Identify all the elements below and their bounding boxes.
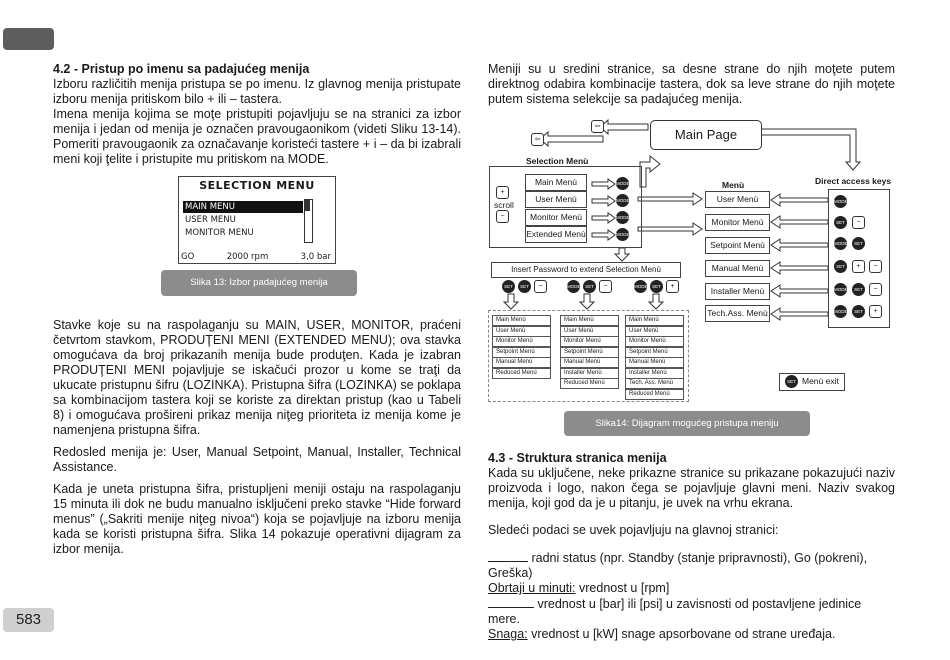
list-item [488,550,895,581]
section-heading-4-3: 4.3 - Struktura stranica menija [488,451,667,465]
direct-keys-title: Direct access keys [815,176,892,186]
plus-key-icon: + [666,280,679,293]
minus-key-icon: − [869,283,882,296]
paragraph: Kada su uključene, neke prikazne stranice su prikazane pokazujući naziv proizvoda i logo, nakon čega se pojavljuje glavni meni. Naziv svakog menija, koji god da je u pitanju, je uvek na vrhu ekrana. [488,466,895,510]
mini-menu-item: Setpoint Menù [492,347,551,358]
right-column-bottom [488,451,895,642]
lcd-status-state: GO [181,252,195,262]
set-key-icon: SET [834,260,847,273]
paragraph: Imena menija kojima se moţe pristupiti pojavljuju se na stranici za izbor menija i jedan od menija je označen pravougaonikom (videti Sliku 13-14). Pomeriti pravougaonik za označavanje koristeći tastere + i – da bi izabrali meni koji ţelite i pristupite mu pritiskom na MODE. [53,107,461,166]
minus-key-icon: − [496,210,509,223]
menu-manual: Manual Menù [705,260,770,277]
page-number: 583 [3,608,54,632]
sel-item-monitor: Monitor Menù [525,209,587,226]
paragraph: Izboru različitih menija pristupa se po imenu. Iz glavnog menija pristupate izboru menija pritiskom bilo + ili – tastera. [53,77,461,106]
list-item-text: vrednost u [kW] snage apsorbovane od strane uređaja. [527,627,836,641]
sel-item-user: User Menù [525,191,587,208]
lcd-item-main: MAIN MENU [183,201,303,213]
lcd-status-pressure: 3,0 bar [300,252,331,262]
mode-key-icon: MODE [834,283,847,296]
plus-key-icon: + [496,186,509,199]
paragraph: Kada je uneta pristupna šifra, pristupljeni meniji ostaju na raspolaganju 15 minuta ili dok ne budu manualno isključeni preko stavke “Hide forward menus” („Sakriti menije niţeg nivoa“) koja se pojavljuje na izboru menija kada se koristi pristupna šifra. Slika 14 pokazuje operativni dijagram za izbor menija. [53,482,461,556]
mode-key-icon: ⇦ [591,120,604,133]
figure-13-caption: Slika 13: Izbor padajućeg menija [161,270,357,296]
set-key-icon: SET [518,280,531,293]
menu-exit-box [779,373,845,391]
set-key-icon: SET [852,305,865,318]
set-key-icon: SET [650,280,663,293]
menu-user: User Menù [705,191,770,208]
mode-key-icon: MODE [616,177,629,190]
list-item [488,627,895,642]
set-key-icon: SET [834,216,847,229]
list-item-key: Snaga: [488,627,528,641]
list-item-text: radni status (npr. Standby (stanje pripravnosti), Go (pokreni), Greška) [488,551,868,580]
mode-key-icon: MODE [834,305,847,318]
list-item-key: Obrtaji u minuti: [488,581,576,595]
mini-menu-item: Installer Menù [625,368,684,379]
mode-key-icon: MODE [616,194,629,207]
plus-key-icon: + [869,305,882,318]
menu-monitor: Monitor Menù [705,214,770,231]
paragraph: Redosled menija je: User, Manual Setpoint, Manual, Installer, Technical Assistance. [53,445,461,474]
mode-key-icon: MODE [616,228,629,241]
mini-menu-item: Monitor Menù [560,336,619,347]
selection-menu-lcd [178,176,336,264]
mini-menu-item: Reduced Menù [560,378,619,389]
mini-menu-item: User Menù [625,326,684,337]
list-item-text: vrednost u [rpm] [575,581,670,595]
paragraph: Stavke koje su na raspolaganju su MAIN, USER, MONITOR, praćeni četvrtom stavkom, PRODUŢENI MENI (EXTENDED MENU); ova stavka omogućava da broj prikazanih menija bude produţen. Kada je izabran PRODUŢENI MENI pojavljuje se iskačući prozor u kome se traţi da ukucate pristupnu šifru (LOZINKA). Pristupna šifra (LOZINKA) se poklapa sa kombinacijom tastera koji se koriste za direktan pristup (kao u Tabeli 8) i omogućava prošireni prikaz menija niţeg prioriteta iz menija kome je namenjena pristupna šifra. [53,318,461,437]
sel-item-main: Main Menù [525,174,587,191]
set-key-icon: SET [852,283,865,296]
mode-key-icon: MODE [834,237,847,250]
mini-menu-item: Manual Menù [492,357,551,368]
mode-key-icon: MODE [616,211,629,224]
set-key-icon: SET [852,237,865,250]
insert-password-box: Insert Password to extend Selection Menù [491,262,681,278]
paragraph: Meniji su u sredini stranice, sa desne strane do njih moţete putem direktnog odabira kombinacije tastera, dok sa leve strane do njih moţete putem sistema selekcije sa padajućeg menija. [488,62,895,106]
lcd-status-bar [181,252,331,262]
plus-key-icon: + [852,260,865,273]
main-page-box: Main Page [650,120,762,150]
blank-field [488,550,528,562]
menu-installer: Installer Menù [705,283,770,300]
set-key-icon: SET [785,375,798,388]
menu-column-title: Menù [722,180,745,190]
mini-menu-item: Monitor Menù [492,336,551,347]
figure-14-caption: Slika14: Dijagram mogućeg pristupa meniju [564,411,810,436]
mini-menu-item: Setpoint Menù [560,347,619,358]
mini-menu-item: Tech. Ass. Menù [625,378,684,389]
lcd-item-monitor: MONITOR MENU [185,228,254,238]
mini-menu-item: Manual Menù [560,357,619,368]
menu-exit-label: Menù exit [802,376,839,386]
list-item [488,581,895,596]
minus-key-icon: − [869,260,882,273]
chapter-tab [3,28,54,50]
mode-key-icon: MODE [567,280,580,293]
minus-key-icon: − [599,280,612,293]
paragraph: Sledeći podaci se uvek pojavljuju na glavnoj stranici: [488,523,779,537]
blank-field [488,596,534,608]
set-key-icon: SET [583,280,596,293]
mini-menu-item: Setpoint Menù [625,347,684,358]
left-column-bottom [53,318,461,564]
minus-key-icon: − [534,280,547,293]
set-key-icon: ⇦ [531,133,544,146]
lcd-item-user: USER MENU [185,215,236,225]
mini-menu-item: Manual Menù [625,357,684,368]
selection-menu-title: Selection Menù [526,156,589,166]
mode-key-icon: MODE [634,280,647,293]
lcd-title: SELECTION MENU [199,179,315,192]
mini-menu-item: Main Menù [625,315,684,326]
mode-key-icon: MODE [834,195,847,208]
menu-tech-ass: Tech.Ass. Menù [705,305,770,322]
mini-menu-item: Main Menù [560,315,619,326]
mini-menu-item: User Menù [492,326,551,337]
mini-menu-item: User Menù [560,326,619,337]
mini-menu-item: Installer Menù [560,368,619,379]
list-item [488,596,895,627]
left-column-top [53,62,461,174]
lcd-status-rpm: 2000 rpm [226,252,269,262]
section-heading-4-2: 4.2 - Pristup po imenu sa padajućeg menija [53,62,310,76]
mini-menu-item: Main Menù [492,315,551,326]
scroll-label: scroll [494,200,514,210]
mini-menu-item: Reduced Menù [625,389,684,400]
list-item-text: vrednost u [bar] ili [psi] u zavisnosti od postavljene jedinice mere. [488,597,862,626]
mini-menu-item: Reduced Menù [492,368,551,379]
lcd-scroll-thumb [305,200,310,211]
sel-item-extended: Extended Menù [525,226,587,243]
minus-key-icon: − [852,216,865,229]
mini-menu-item: Monitor Menù [625,336,684,347]
set-key-icon: SET [502,280,515,293]
right-column-top [488,62,895,114]
menu-setpoint: Setpoint Menù [705,237,770,254]
